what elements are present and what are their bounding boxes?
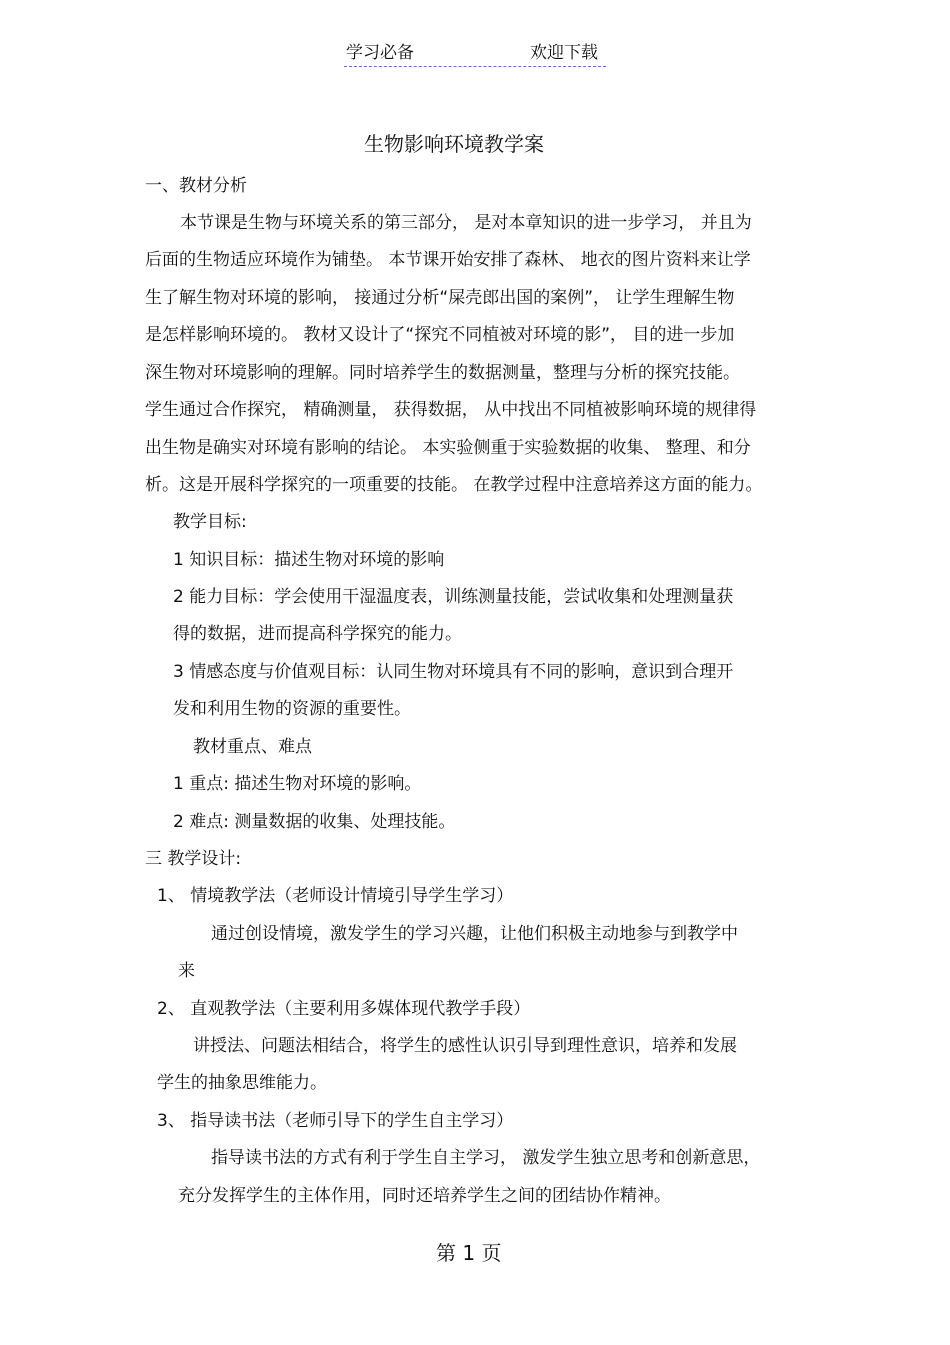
design-method-2-desc-cont: 学生的抽象思维能力。: [157, 1073, 327, 1093]
design-method-3-desc-cont: 充分发挥学生的主体作用，同时还培养学生之间的团结协作精神。: [178, 1186, 671, 1206]
design-method-2: 2、 直观教学法（主要利用多媒体现代教学手段）: [157, 999, 531, 1019]
section1-line-4: 是怎样影响环境的。 教材又设计了“探究不同植被对环境的影”， 目的进一步加: [145, 325, 735, 345]
goal-item-2-cont: 得的数据，进而提高科学探究的能力。: [173, 624, 462, 644]
page-title: 生物影响环境教学案: [364, 132, 544, 156]
design-method-1-desc: 通过创设情境，激发学生的学习兴趣，让他们积极主动地参与到教学中: [211, 924, 738, 944]
goal-item-3-cont: 发和利用生物的资源的重要性。: [173, 699, 411, 719]
design-method-3: 3、 指导读书法（老师引导下的学生自主学习）: [157, 1111, 514, 1131]
section1-line-3: 生了解生物对环境的影响， 接通过分析“屎壳郎出国的案例”， 让学生理解生物: [145, 288, 735, 308]
section1-line-1: 本节课是生物与环境关系的第三部分， 是对本章知识的进一步学习， 并且为: [180, 213, 752, 233]
page-header: [344, 42, 606, 67]
design-method-1: 1、 情境教学法（老师设计情境引导学生学习）: [157, 886, 514, 906]
design-method-1-desc-cont: 来: [178, 961, 195, 981]
goal-item-3: 3 情感态度与价值观目标：认同生物对环境具有不同的影响，意识到合理开: [173, 662, 734, 682]
section1-line-5: 深生物对环境影响的理解。同时培养学生的数据测量，整理与分析的探究技能。: [145, 363, 740, 383]
page-number: 第 1 页: [436, 1241, 502, 1265]
design-heading: 三 教学设计:: [145, 849, 242, 869]
keypoints-heading: 教材重点、难点: [193, 737, 312, 757]
section1-line-2: 后面的生物适应环境作为铺垫。 本节课开始安排了森林、 地衣的图片资料来让学: [145, 250, 751, 270]
goal-item-2: 2 能力目标：学会使用干湿温度表，训练测量技能，尝试收集和处理测量获: [173, 587, 734, 607]
header-left-text: 学习必备: [346, 43, 414, 63]
section1-line-7: 出生物是确实对环境有影响的结论。 本实验侧重于实验数据的收集、 整理、和分: [145, 438, 751, 458]
keypoint-item-2: 2 难点: 测量数据的收集、处理技能。: [173, 812, 456, 832]
section1-line-8: 析。这是开展科学探究的一项重要的技能。 在教学过程中注意培养这方面的能力。: [145, 475, 763, 495]
section1-line-6: 学生通过合作探究， 精确测量， 获得数据， 从中找出不同植被影响环境的规律得: [145, 400, 757, 420]
keypoint-item-1: 1 重点: 描述生物对环境的影响。: [173, 774, 422, 794]
design-method-3-desc: 指导读书法的方式有利于学生自主学习， 激发学生独立思考和创新意思，: [211, 1148, 761, 1168]
design-method-2-desc: 讲授法、问题法相结合，将学生的感性认识引导到理性意识，培养和发展: [193, 1036, 737, 1056]
header-right-text: 欢迎下载: [530, 43, 598, 63]
goal-item-1: 1 知识目标：描述生物对环境的影响: [173, 550, 445, 570]
section1-heading: 一、教材分析: [145, 176, 247, 196]
goals-heading: 教学目标:: [173, 512, 247, 532]
